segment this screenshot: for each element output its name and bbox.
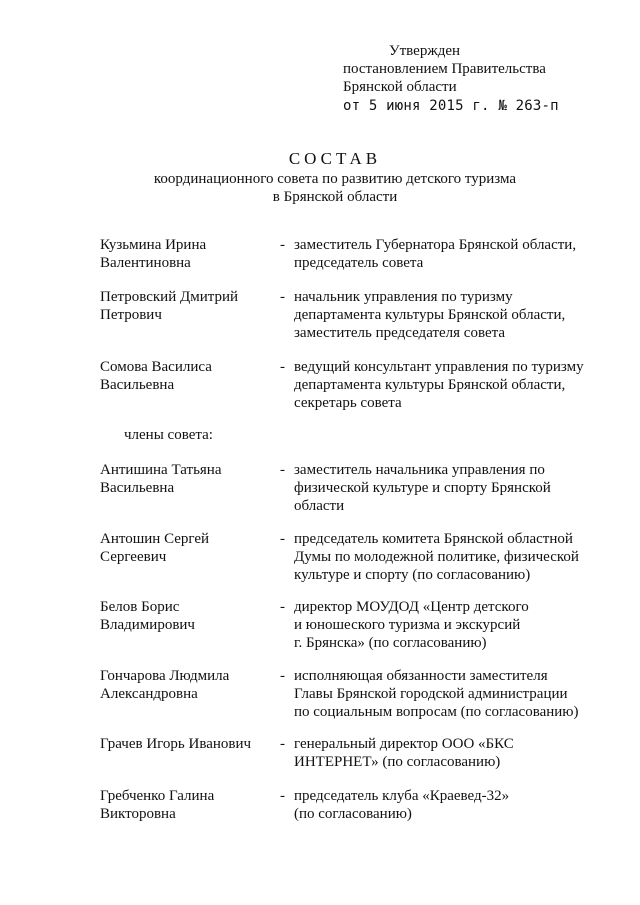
approval-date-number: от 5 июня 2015 г. № 263-п [343, 98, 559, 114]
member-name [100, 598, 270, 634]
member-role-line: начальник управления по туризму [294, 289, 513, 305]
member-name-line: Сергеевич [100, 549, 167, 565]
member-role-line: и юношеского туризма и экскурсий [294, 617, 521, 633]
member-name [100, 288, 270, 324]
member-role-line: председатель совета [294, 255, 424, 271]
member-role [294, 787, 594, 823]
member-name [100, 236, 270, 272]
approval-title: Утвержден [389, 43, 461, 59]
member-name-line: Антишина Татьяна [100, 462, 222, 478]
member-name-line: Грачев Игорь Иванович [100, 736, 252, 752]
member-name-line: Александровна [100, 686, 198, 702]
document-subtitle-line-2: в Брянской области [272, 189, 398, 205]
member-role-line: Главы Брянской городской администрации [294, 686, 568, 702]
member-name-line: Сомова Василиса [100, 359, 212, 375]
member-name [100, 735, 270, 753]
member-role [294, 530, 594, 584]
member-role-line: г. Брянска» (по согласованию) [294, 635, 487, 651]
approval-region-line: Брянской области [343, 79, 457, 95]
document-title: СОСТАВ [288, 149, 382, 168]
entry-dash: - [280, 289, 285, 305]
member-role-line: физической культуре и спорту Брянской [294, 480, 551, 496]
member-role-line: председатель клуба «Краевед-32» [294, 788, 510, 804]
member-role-line: заместитель председателя совета [294, 325, 506, 341]
member-role [294, 236, 594, 272]
entry-dash: - [280, 668, 285, 684]
member-role-line: заместитель начальника управления по [294, 462, 545, 478]
entry-dash: - [280, 736, 285, 752]
member-name-line: Гребченко Галина [100, 788, 215, 804]
member-role-line: генеральный директор ООО «БКС [294, 736, 514, 752]
member-name-line: Васильевна [100, 377, 175, 393]
member-name-line: Викторовна [100, 806, 176, 822]
member-name-line: Кузьмина Ирина [100, 237, 207, 253]
member-name [100, 530, 270, 566]
member-name [100, 667, 270, 703]
entry-dash: - [280, 359, 285, 375]
member-name-line: Владимирович [100, 617, 195, 633]
member-role-line: председатель комитета Брянской областной [294, 531, 573, 547]
entry-dash: - [280, 788, 285, 804]
member-role [294, 288, 594, 342]
member-role [294, 358, 594, 412]
member-name [100, 461, 270, 497]
member-name-line: Васильевна [100, 480, 175, 496]
member-role-line: по социальным вопросам (по согласованию) [294, 704, 579, 720]
member-role [294, 667, 594, 721]
entry-dash: - [280, 531, 285, 547]
members-section-label: члены совета: [124, 427, 213, 443]
member-name-line: Петрович [100, 307, 162, 323]
member-role-line: (по согласованию) [294, 806, 412, 822]
member-role [294, 598, 594, 652]
member-role [294, 461, 594, 515]
member-role-line: ИНТЕРНЕТ» (по согласованию) [294, 754, 501, 770]
member-role-line: департамента культуры Брянской области, [294, 377, 566, 393]
document-subtitle-line-1: координационного совета по развитию детского туризма [153, 171, 517, 187]
member-name [100, 358, 270, 394]
member-name-line: Петровский Дмитрий [100, 289, 239, 305]
member-role-line: ведущий консультант управления по туризму [294, 359, 584, 375]
member-name-line: Валентиновна [100, 255, 191, 271]
member-role-line: области [294, 498, 345, 514]
entry-dash: - [280, 462, 285, 478]
member-name-line: Гончарова Людмила [100, 668, 230, 684]
entry-dash: - [280, 599, 285, 615]
member-role-line: Думы по молодежной политике, физической [294, 549, 579, 565]
member-role-line: секретарь совета [294, 395, 402, 411]
member-role [294, 735, 594, 771]
approval-block [343, 42, 623, 115]
member-name [100, 787, 270, 823]
member-role-line: культуре и спорту (по согласованию) [294, 567, 531, 583]
member-name-line: Антошин Сергей [100, 531, 210, 547]
member-role-line: директор МОУДОД «Центр детского [294, 599, 529, 615]
approval-decree-line: постановлением Правительства [343, 61, 546, 77]
document-heading [0, 148, 640, 206]
member-name-line: Белов Борис [100, 599, 180, 615]
entry-dash: - [280, 237, 285, 253]
member-role-line: заместитель Губернатора Брянской области, [294, 237, 577, 253]
member-role-line: департамента культуры Брянской области, [294, 307, 566, 323]
member-role-line: исполняющая обязанности заместителя [294, 668, 548, 684]
